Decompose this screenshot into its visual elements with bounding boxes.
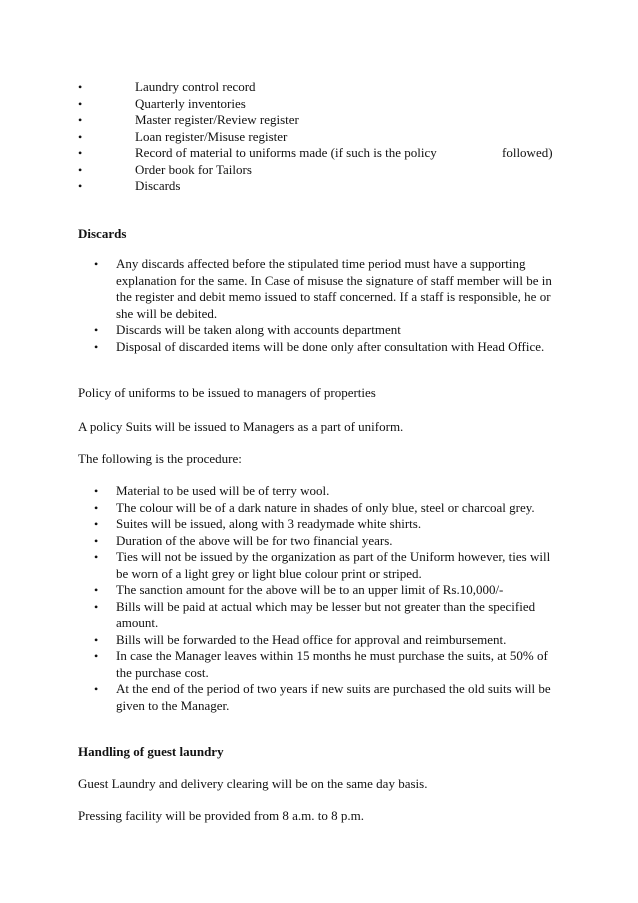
list-item-text: Bills will be forwarded to the Head office for approval and reimbursement. xyxy=(116,631,507,647)
list-item xyxy=(78,96,568,113)
list-item-text: Discards xyxy=(135,178,181,193)
list-item-text: Loan register/Misuse register xyxy=(135,128,288,144)
bullet-icon: • xyxy=(78,80,83,94)
bullet-icon: • xyxy=(94,533,99,548)
list-item-text: Laundry control record xyxy=(135,79,256,94)
policy-intro: A policy Suits will be issued to Managers as a part of uniform. xyxy=(78,419,404,434)
list-item xyxy=(94,516,564,533)
list-item xyxy=(78,112,568,129)
procedure-label: The following is the procedure: xyxy=(78,451,242,466)
list-item-text-right: followed) xyxy=(502,145,553,160)
bullet-icon: • xyxy=(94,323,99,337)
list-item-text: Record of material to uniforms made (if such is the policy xyxy=(135,145,437,160)
list-item-text: Quarterly inventories xyxy=(135,95,246,111)
list-item-text: Bills will be paid at actual which may be lesser but not greater than the specified amount. xyxy=(116,598,536,630)
list-item xyxy=(94,599,564,632)
bullet-icon: • xyxy=(94,583,99,597)
bullet-icon: • xyxy=(94,500,99,515)
list-item-text: Suites will be issued, along with 3 readymade white shirts. xyxy=(116,516,422,531)
bullet-icon: • xyxy=(94,550,99,564)
list-item-text: Material to be used will be of terry wool. xyxy=(116,483,330,498)
list-item-text: Order book for Tailors xyxy=(135,161,252,177)
list-item-text: Master register/Review register xyxy=(135,112,299,127)
bullet-icon: • xyxy=(94,599,99,614)
list-item xyxy=(94,582,564,599)
bullet-icon: • xyxy=(94,649,99,663)
list-item-text: The sanction amount for the above will be to an upper limit of Rs.10,000/- xyxy=(116,582,504,597)
list-item xyxy=(94,549,564,582)
list-item xyxy=(78,145,568,162)
discards-list xyxy=(94,256,564,355)
bullet-icon: • xyxy=(94,517,99,531)
bullet-icon: • xyxy=(78,162,83,177)
record-list xyxy=(78,79,568,195)
list-item xyxy=(78,129,568,146)
bullet-icon: • xyxy=(94,632,99,647)
guest-laundry-line-1: Guest Laundry and delivery clearing will be on the same day basis. xyxy=(78,776,428,791)
list-item-text: In case the Manager leaves within 15 months he must purchase the suits, at 50% of the purchase cost. xyxy=(116,648,548,680)
list-item-text: Duration of the above will be for two financial years. xyxy=(116,532,393,548)
bullet-icon: • xyxy=(78,129,83,144)
list-item xyxy=(94,483,564,500)
list-item xyxy=(94,500,564,517)
bullet-icon: • xyxy=(94,257,99,271)
bullet-icon: • xyxy=(94,339,99,354)
list-item xyxy=(94,632,564,649)
list-item xyxy=(94,339,564,356)
list-item xyxy=(94,256,564,322)
list-item-text: At the end of the period of two years if new suits are purchased the old suits will be given to the Manager. xyxy=(116,681,551,713)
list-item xyxy=(78,79,568,96)
list-item-text: Discards will be taken along with accounts department xyxy=(116,322,401,337)
list-item-text: Ties will not be issued by the organization as part of the Uniform however, ties will be worn of a light grey or light blue colour print or striped. xyxy=(116,549,551,581)
policy-title: Policy of uniforms to be issued to managers of properties xyxy=(78,385,376,400)
procedure-list xyxy=(94,483,564,714)
discards-heading: Discards xyxy=(78,226,127,241)
bullet-icon: • xyxy=(78,179,83,193)
list-item xyxy=(94,681,564,714)
bullet-icon: • xyxy=(94,484,99,498)
list-item-text: Any discards affected before the stipulated time period must have a supporting explanation for the same. In Case of misuse the signature of staff member will be in the register and debit memo issued to staff concerned. If a staff is responsible, he or she will be debited. xyxy=(116,256,552,321)
bullet-icon: • xyxy=(94,682,99,696)
guest-laundry-heading: Handling of guest laundry xyxy=(78,744,224,759)
list-item xyxy=(94,533,564,550)
list-item xyxy=(78,178,568,195)
bullet-icon: • xyxy=(78,113,83,127)
guest-laundry-line-2: Pressing facility will be provided from 8 a.m. to 8 p.m. xyxy=(78,808,364,823)
bullet-icon: • xyxy=(78,96,83,111)
list-item xyxy=(94,648,564,681)
list-item-text: Disposal of discarded items will be done only after consultation with Head Office. xyxy=(116,338,545,354)
list-item-text: The colour will be of a dark nature in shades of only blue, steel or charcoal grey. xyxy=(116,499,535,515)
list-item xyxy=(94,322,564,339)
bullet-icon: • xyxy=(78,146,83,160)
list-item xyxy=(78,162,568,179)
